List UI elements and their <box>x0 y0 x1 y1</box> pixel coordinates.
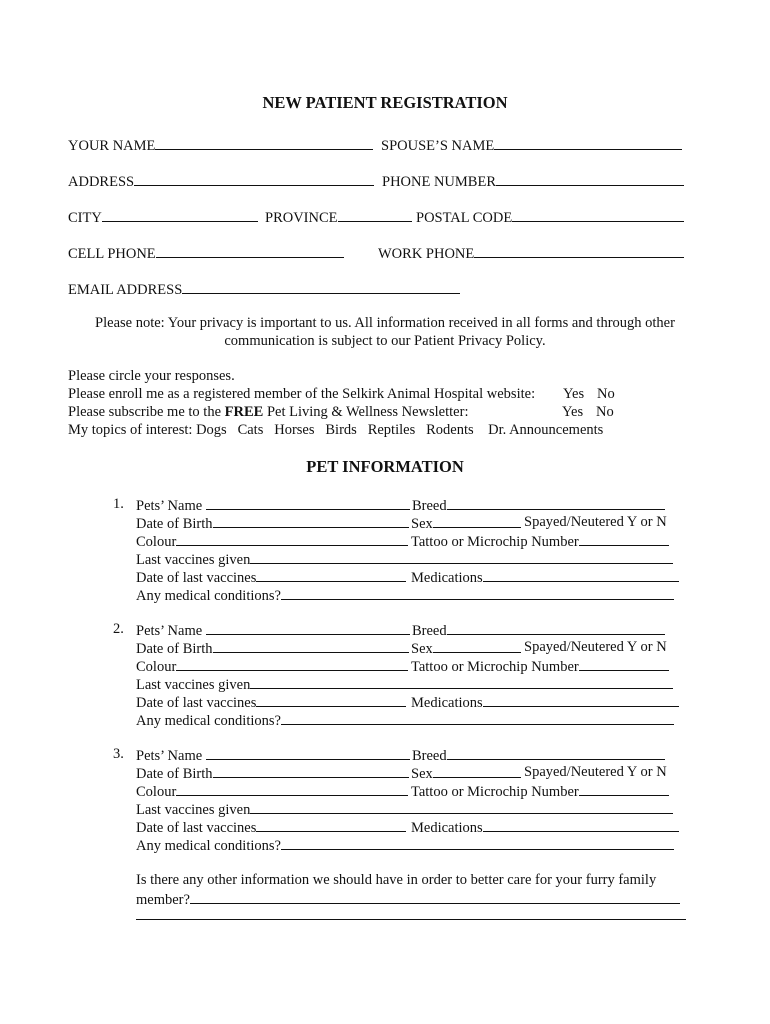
pet-spayed-field[interactable]: Spayed/Neutered Y or N <box>524 639 667 655</box>
pet-medications-label: Medications <box>411 820 483 836</box>
other-info-label: member? <box>136 892 190 908</box>
pet-tattoo-label: Tattoo or Microchip Number <box>411 534 579 550</box>
work-phone-label: WORK PHONE <box>378 246 475 262</box>
pet-date-vaccines-label: Date of last vaccines <box>136 570 257 586</box>
work-phone-field[interactable] <box>378 243 684 263</box>
city-field[interactable] <box>68 207 258 227</box>
pet-dob-label: Date of Birth <box>136 641 213 657</box>
pet-last-vaccines-field[interactable] <box>136 799 673 819</box>
pet-last-vaccines-label: Last vaccines given <box>136 552 251 568</box>
pet-name-field[interactable] <box>136 495 410 515</box>
email-label: EMAIL ADDRESS <box>68 282 183 298</box>
pet-tattoo-label: Tattoo or Microchip Number <box>411 784 579 800</box>
pet-dob-field[interactable] <box>136 638 409 658</box>
pet-conditions-label: Any medical conditions? <box>136 713 281 729</box>
pet-name-label: Pets’ Name <box>136 623 203 639</box>
pet-conditions-label: Any medical conditions? <box>136 838 281 854</box>
pet-conditions-field[interactable] <box>136 710 674 730</box>
enroll-no-option[interactable]: No <box>597 386 615 402</box>
topic-dogs[interactable]: Dogs <box>196 422 227 438</box>
cell-phone-label: CELL PHONE <box>68 246 156 262</box>
pet-name-field[interactable] <box>136 620 410 640</box>
province-label: PROVINCE <box>265 210 338 226</box>
pet-sex-label: Sex <box>411 516 433 532</box>
email-field[interactable] <box>68 279 460 299</box>
pet-last-vaccines-field[interactable] <box>136 549 673 569</box>
enroll-yes-option[interactable]: Yes <box>563 386 585 402</box>
pet-dob-label: Date of Birth <box>136 516 213 532</box>
pet-colour-label: Colour <box>136 659 177 675</box>
phone-number-label: PHONE NUMBER <box>382 174 496 190</box>
topic-horses[interactable]: Horses <box>274 422 315 438</box>
topic-cats[interactable]: Cats <box>237 422 264 438</box>
your-name-label: YOUR NAME <box>68 138 156 154</box>
subscribe-yes-option[interactable]: Yes <box>562 404 584 420</box>
pet-number: 3. <box>113 746 124 762</box>
pet-colour-field[interactable] <box>136 531 408 551</box>
pet-conditions-field[interactable] <box>136 585 674 605</box>
cell-phone-field[interactable] <box>68 243 344 263</box>
pet-date-vaccines-label: Date of last vaccines <box>136 820 257 836</box>
pet-medications-field[interactable] <box>411 692 679 712</box>
your-name-field[interactable] <box>68 135 373 155</box>
pet-tattoo-field[interactable] <box>411 656 669 676</box>
pet-tattoo-field[interactable] <box>411 531 669 551</box>
pet-date-vaccines-field[interactable] <box>136 817 406 837</box>
address-label: ADDRESS <box>68 174 135 190</box>
address-field[interactable] <box>68 171 374 191</box>
pet-name-label: Pets’ Name <box>136 498 203 514</box>
privacy-note-line1: Please note: Your privacy is important to us. All information received in all forms and through other <box>95 315 675 331</box>
subscribe-question <box>68 403 468 421</box>
pet-breed-label: Breed <box>412 498 447 514</box>
pet-colour-label: Colour <box>136 784 177 800</box>
pet-date-vaccines-label: Date of last vaccines <box>136 695 257 711</box>
topic-reptiles[interactable]: Reptiles <box>367 422 416 438</box>
pet-last-vaccines-label: Last vaccines given <box>136 677 251 693</box>
spouse-name-label: SPOUSE’S NAME <box>381 138 495 154</box>
pet-colour-label: Colour <box>136 534 177 550</box>
pet-dob-label: Date of Birth <box>136 766 213 782</box>
spouse-name-field[interactable] <box>381 135 682 155</box>
pet-breed-field[interactable] <box>412 620 665 640</box>
pet-number: 2. <box>113 621 124 637</box>
pet-dob-field[interactable] <box>136 763 409 783</box>
subscribe-pre: Please subscribe me to the <box>68 404 222 420</box>
pet-last-vaccines-label: Last vaccines given <box>136 802 251 818</box>
page-title: NEW PATIENT REGISTRATION <box>262 93 508 112</box>
pet-colour-field[interactable] <box>136 781 408 801</box>
postal-code-label: POSTAL CODE <box>416 210 513 226</box>
pet-section-title: PET INFORMATION <box>306 457 464 476</box>
subscribe-post: Pet Living & Wellness Newsletter: <box>266 404 469 420</box>
pet-sex-label: Sex <box>411 766 433 782</box>
topic-birds[interactable]: Birds <box>325 422 357 438</box>
province-field[interactable] <box>265 207 412 227</box>
pet-name-label: Pets’ Name <box>136 748 203 764</box>
circle-instructions: Please circle your responses. <box>68 368 235 384</box>
pet-colour-field[interactable] <box>136 656 408 676</box>
pet-conditions-label: Any medical conditions? <box>136 588 281 604</box>
pet-breed-label: Breed <box>412 623 447 639</box>
postal-code-field[interactable] <box>416 207 684 227</box>
pet-last-vaccines-field[interactable] <box>136 674 673 694</box>
subscribe-no-option[interactable]: No <box>596 404 614 420</box>
pet-sex-label: Sex <box>411 641 433 657</box>
pet-sex-field[interactable] <box>411 763 521 783</box>
privacy-note-line2: communication is subject to our Patient Privacy Policy. <box>224 333 546 349</box>
enroll-question: Please enroll me as a registered member of the Selkirk Animal Hospital website: <box>68 386 536 402</box>
pet-spayed-field[interactable]: Spayed/Neutered Y or N <box>524 764 667 780</box>
other-info-question: Is there any other information we should have in order to better care for your furry family <box>136 872 657 888</box>
pet-spayed-field[interactable]: Spayed/Neutered Y or N <box>524 514 667 530</box>
pet-medications-field[interactable] <box>411 817 679 837</box>
pet-dob-field[interactable] <box>136 513 409 533</box>
pet-name-field[interactable] <box>136 745 410 765</box>
pet-breed-field[interactable] <box>412 745 665 765</box>
topic-dr-announcements[interactable]: Dr. Announcements <box>488 422 604 438</box>
pet-breed-field[interactable] <box>412 495 665 515</box>
pet-medications-label: Medications <box>411 695 483 711</box>
topics-row <box>68 421 603 439</box>
subscribe-free: FREE <box>224 404 264 420</box>
pet-medications-label: Medications <box>411 570 483 586</box>
pet-sex-field[interactable] <box>411 638 521 658</box>
topic-rodents[interactable]: Rodents <box>426 422 474 438</box>
pet-medications-field[interactable] <box>411 567 679 587</box>
pet-tattoo-label: Tattoo or Microchip Number <box>411 659 579 675</box>
phone-number-field[interactable] <box>382 171 684 191</box>
other-info-field[interactable] <box>136 889 680 909</box>
pet-date-vaccines-field[interactable] <box>136 567 406 587</box>
topics-label: My topics of interest: <box>68 422 193 438</box>
pet-number: 1. <box>113 496 124 512</box>
pet-tattoo-field[interactable] <box>411 781 669 801</box>
pet-date-vaccines-field[interactable] <box>136 692 406 712</box>
city-label: CITY <box>68 210 102 226</box>
pet-breed-label: Breed <box>412 748 447 764</box>
pet-sex-field[interactable] <box>411 513 521 533</box>
other-info-line2[interactable] <box>136 919 686 920</box>
pet-conditions-field[interactable] <box>136 835 674 855</box>
